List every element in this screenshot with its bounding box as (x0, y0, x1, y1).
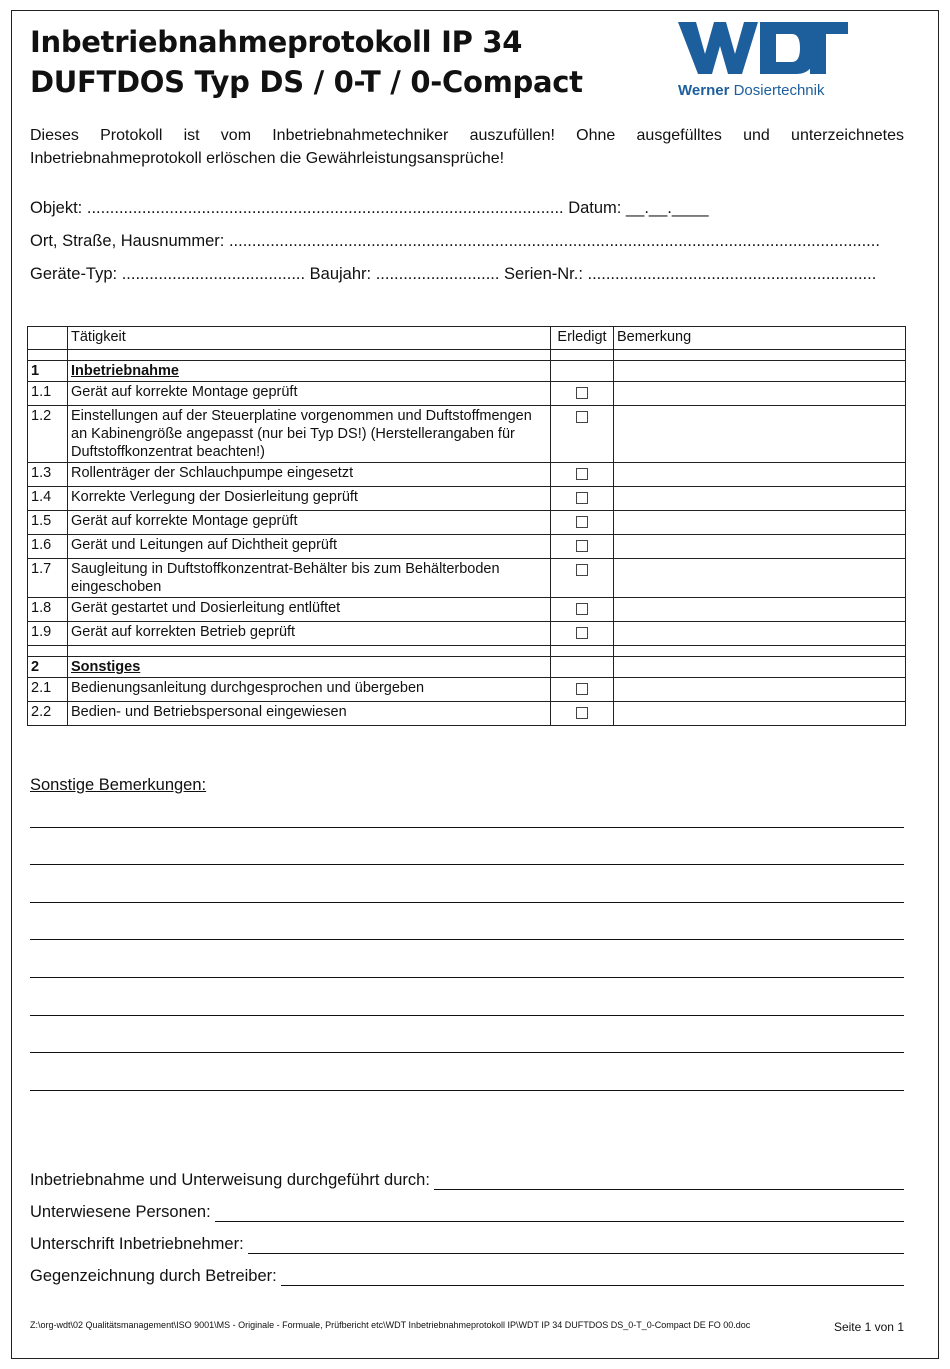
row-done-cell (551, 622, 614, 646)
row-done-cell (551, 487, 614, 511)
row-number: 2.1 (28, 678, 68, 702)
section-label: Sonstiges (71, 659, 141, 675)
section-done-cell (551, 657, 614, 678)
remarks-line[interactable] (30, 978, 904, 1016)
section-label: Inbetriebnahme (71, 363, 179, 379)
row-remark[interactable] (614, 487, 906, 511)
table-row (28, 382, 906, 406)
remarks-line[interactable] (30, 865, 904, 903)
row-remark[interactable] (614, 702, 906, 726)
spacer-cell (68, 646, 551, 657)
table-row (28, 678, 906, 702)
logo-name-rest: Dosiertechnik (733, 82, 825, 99)
section-number: 2 (28, 657, 68, 678)
row-remark[interactable] (614, 622, 906, 646)
row-done-cell (551, 535, 614, 559)
field-address[interactable]: Ort, Straße, Hausnummer: .............................................................................................................................................. (30, 232, 880, 250)
row-activity: Bedien- und Betriebspersonal eingewiesen (68, 702, 551, 726)
done-checkbox[interactable] (576, 683, 588, 695)
row-activity: Bedienungsanleitung durchgesprochen und übergeben (68, 678, 551, 702)
done-checkbox[interactable] (576, 627, 588, 639)
document-title (30, 22, 583, 102)
row-activity: Gerät gestartet und Dosierleitung entlüftet (68, 598, 551, 622)
row-activity: Gerät auf korrekte Montage geprüft (68, 511, 551, 535)
row-done-cell (551, 406, 614, 463)
done-checkbox[interactable] (576, 564, 588, 576)
spacer-cell (28, 646, 68, 657)
remarks-line[interactable] (30, 1016, 904, 1054)
header-activity: Tätigkeit (68, 327, 551, 350)
activity-table (27, 326, 906, 726)
remarks-title: Sonstige Bemerkungen: (30, 776, 207, 794)
remarks-line[interactable] (30, 790, 904, 828)
remarks-lines[interactable] (30, 790, 904, 1091)
spacer-cell (68, 350, 551, 361)
spacer-cell (614, 646, 906, 657)
table-row (28, 511, 906, 535)
row-activity: Gerät auf korrekte Montage geprüft (68, 382, 551, 406)
row-remark[interactable] (614, 598, 906, 622)
sig-signature-label: Unterschrift Inbetriebnehmer: (30, 1235, 244, 1253)
row-done-cell (551, 382, 614, 406)
header-fields (30, 196, 910, 295)
section-row (28, 657, 906, 678)
sig-signature (30, 1222, 904, 1254)
row-number: 1.7 (28, 559, 68, 598)
done-checkbox[interactable] (576, 411, 588, 423)
sig-performed-by-label: Inbetriebnahme und Unterweisung durchgeführt durch: (30, 1171, 430, 1189)
sig-countersign (30, 1254, 904, 1286)
remarks-line[interactable] (30, 1053, 904, 1091)
spacer-cell (551, 646, 614, 657)
wdt-logo (678, 22, 848, 112)
sig-signature-line[interactable] (248, 1233, 904, 1254)
done-checkbox[interactable] (576, 387, 588, 399)
row-done-cell (551, 702, 614, 726)
section-label-cell (68, 657, 551, 678)
table-header-row (28, 327, 906, 350)
done-checkbox[interactable] (576, 707, 588, 719)
row-remark[interactable] (614, 535, 906, 559)
row-done-cell (551, 511, 614, 535)
footer (30, 1320, 904, 1334)
section-row (28, 361, 906, 382)
row-number: 1.9 (28, 622, 68, 646)
row-remark[interactable] (614, 382, 906, 406)
row-number: 1.3 (28, 463, 68, 487)
row-done-cell (551, 559, 614, 598)
done-checkbox[interactable] (576, 603, 588, 615)
spacer-row (28, 350, 906, 361)
sig-performed-by (30, 1158, 904, 1190)
sig-instructed-label: Unterwiesene Personen: (30, 1203, 211, 1221)
footer-page: Seite 1 von 1 (833, 1320, 904, 1334)
section-remark-cell (614, 361, 906, 382)
row-done-cell (551, 598, 614, 622)
spacer-row (28, 646, 906, 657)
sig-instructed-line[interactable] (215, 1201, 904, 1222)
table-row (28, 702, 906, 726)
field-object-date[interactable]: Objekt: ........................................................................................................ Datum: __.__.____ (30, 199, 709, 217)
footer-path: Z:\org-wdt\02 Qualitätsmanagement\ISO 9001\MS - Originale - Formuale, Prüfbericht etc\WDT Inbetriebnahmeprotokoll IP\WDT IP 34 DUFTDOS DS_0-T_0-Compact DE FO 00.doc (30, 1320, 751, 1330)
row-remark[interactable] (614, 678, 906, 702)
row-number: 1.5 (28, 511, 68, 535)
row-activity: Rollenträger der Schlauchpumpe eingesetzt (68, 463, 551, 487)
row-activity: Korrekte Verlegung der Dosierleitung geprüft (68, 487, 551, 511)
row-number: 1.8 (28, 598, 68, 622)
signature-block (30, 1158, 904, 1286)
sig-instructed (30, 1190, 904, 1222)
wdt-logo-mark (678, 22, 848, 82)
header-num (28, 327, 68, 350)
remarks-line[interactable] (30, 940, 904, 978)
row-number: 1.2 (28, 406, 68, 463)
table-row (28, 598, 906, 622)
title-line-1: Inbetriebnahmeprotokoll IP 34 (30, 25, 523, 59)
table-row (28, 622, 906, 646)
spacer-cell (551, 350, 614, 361)
done-checkbox[interactable] (576, 468, 588, 480)
row-activity: Einstellungen auf der Steuerplatine vorgenommen und Duftstoffmengen an Kabinengröße angepasst (nur bei Typ DS!) (Herstellerangaben für Duftstoffkonzentrat beachten!) (68, 406, 551, 463)
spacer-cell (28, 350, 68, 361)
section-remark-cell (614, 657, 906, 678)
done-checkbox[interactable] (576, 540, 588, 552)
section-done-cell (551, 361, 614, 382)
section-number: 1 (28, 361, 68, 382)
row-activity: Gerät auf korrekten Betrieb geprüft (68, 622, 551, 646)
row-number: 1.6 (28, 535, 68, 559)
table-row (28, 535, 906, 559)
row-number: 1.1 (28, 382, 68, 406)
table-row (28, 487, 906, 511)
spacer-cell (614, 350, 906, 361)
table-row (28, 406, 906, 463)
field-device-info[interactable]: Geräte-Typ: ........................................ Baujahr: ........................... Serien-Nr.: ............................................................... (30, 265, 877, 283)
row-done-cell (551, 678, 614, 702)
done-checkbox[interactable] (576, 492, 588, 504)
row-activity: Saugleitung in Duftstoffkonzentrat-Behälter bis zum Behälterboden eingeschoben (68, 559, 551, 598)
row-remark[interactable] (614, 511, 906, 535)
sig-countersign-label: Gegenzeichnung durch Betreiber: (30, 1267, 277, 1285)
header-remark: Bemerkung (614, 327, 906, 350)
row-number: 1.4 (28, 487, 68, 511)
remarks-line[interactable] (30, 903, 904, 941)
sig-countersign-line[interactable] (281, 1265, 904, 1286)
row-remark[interactable] (614, 406, 906, 463)
row-remark[interactable] (614, 463, 906, 487)
header-done: Erledigt (551, 327, 614, 350)
remarks-line[interactable] (30, 828, 904, 866)
section-label-cell (68, 361, 551, 382)
logo-name-bold: Werner (678, 82, 730, 99)
title-line-2: DUFTDOS Typ DS / 0-T / 0-Compact (30, 65, 583, 99)
row-number: 2.2 (28, 702, 68, 726)
done-checkbox[interactable] (576, 516, 588, 528)
intro-text: Dieses Protokoll ist vom Inbetriebnahmetechniker auszufüllen! Ohne ausgefülltes und unterzeichnetes Inbetriebnahmeprotokoll erlöschen die Gewährleistungsansprüche! (30, 127, 904, 167)
row-done-cell (551, 463, 614, 487)
row-activity: Gerät und Leitungen auf Dichtheit geprüft (68, 535, 551, 559)
table-row (28, 463, 906, 487)
sig-performed-by-line[interactable] (434, 1169, 904, 1190)
logo-company-name (678, 82, 824, 99)
row-remark[interactable] (614, 559, 906, 598)
table-row (28, 559, 906, 598)
